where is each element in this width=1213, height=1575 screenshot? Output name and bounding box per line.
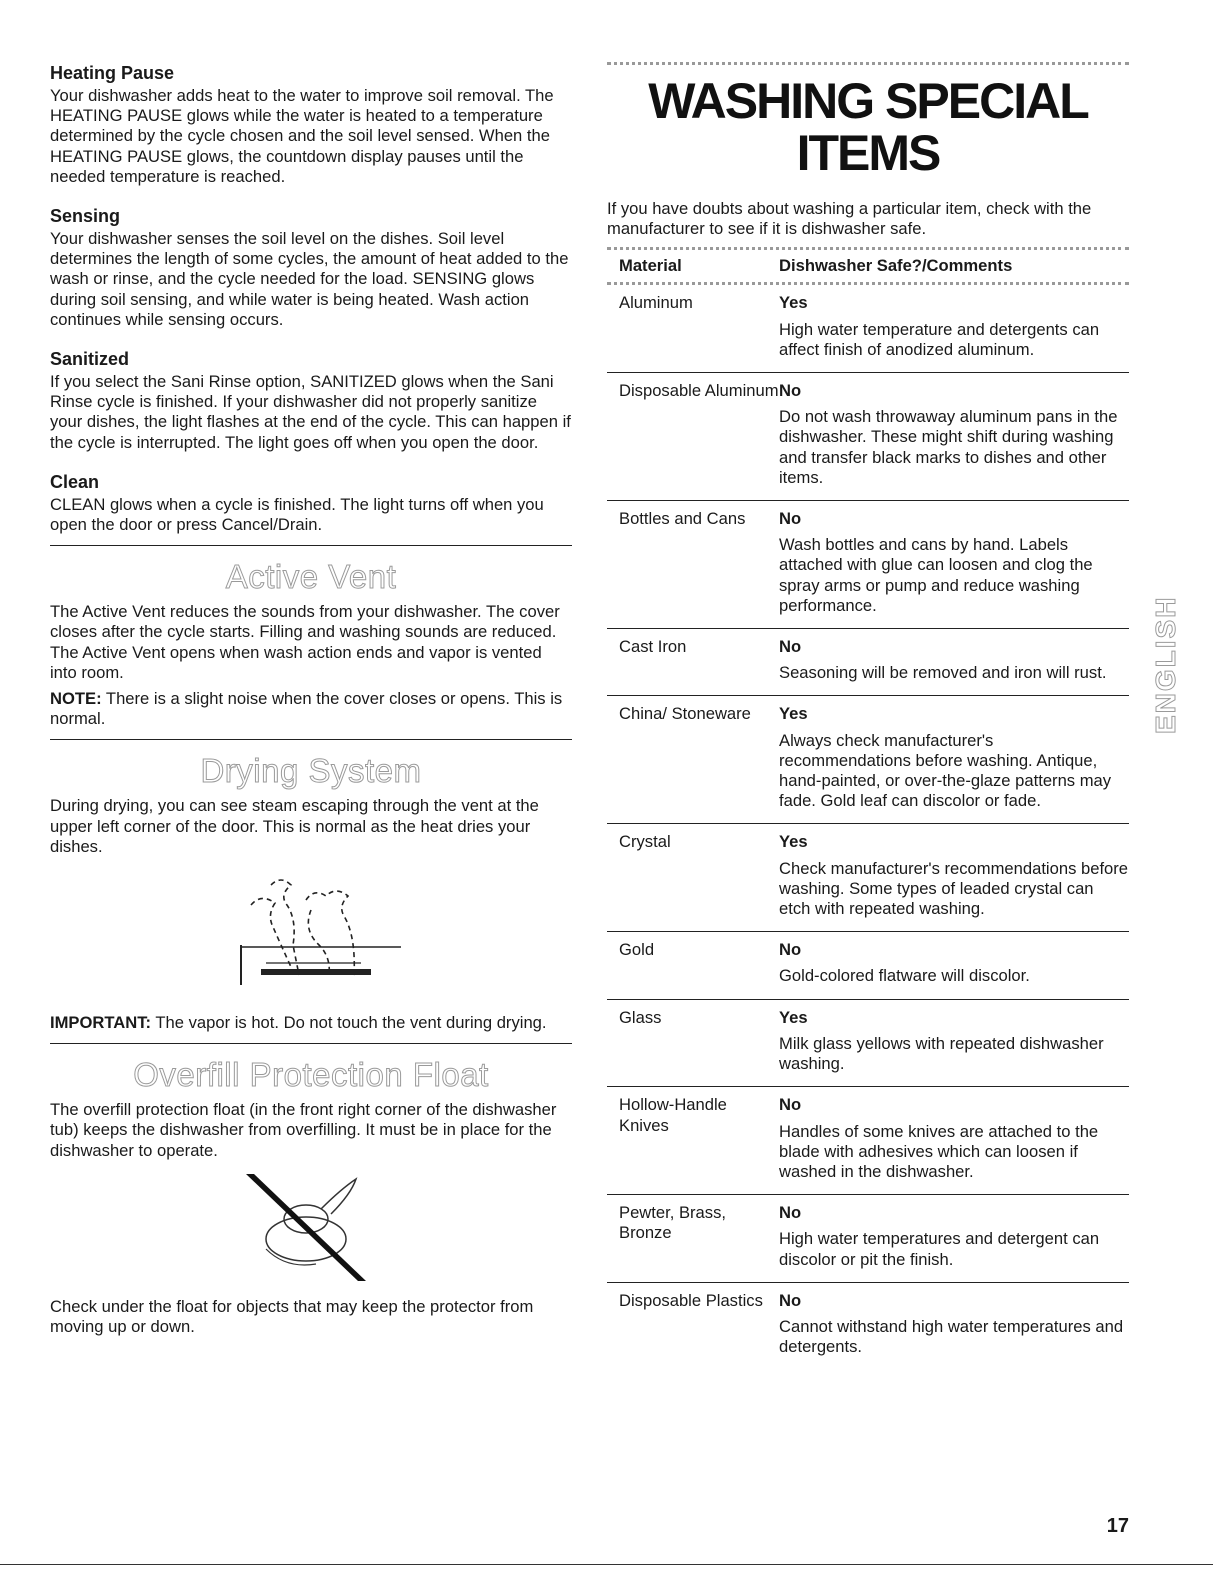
table-row bbox=[607, 372, 1129, 500]
comment-text: High water temperature and detergents can affect finish of anodized aluminum. bbox=[779, 319, 1100, 359]
comment-text: Do not wash throwaway aluminum pans in the dishwasher. These might shift during washing and transfer black marks to dishes and other items. bbox=[779, 407, 1118, 487]
comment-text: High water temperatures and detergent can discolor or pit the finish. bbox=[779, 1229, 1100, 1269]
safe-label: No bbox=[779, 940, 802, 960]
table-header bbox=[607, 250, 1129, 282]
text-sensing: Your dishwasher senses the soil level on the dishes. Soil level determines the length of some cycles, the amount of heat added to the wash or rinse, and the cycle needed for the load. SENSING glows during soil sensing, and while water is being heated. Wash action continues while sensing occurs. bbox=[50, 229, 569, 329]
comment-cell bbox=[779, 1095, 1129, 1182]
material-cell: China/ Stoneware bbox=[619, 704, 751, 724]
heading-heating-pause: Heating Pause bbox=[50, 63, 175, 83]
safe-label: Yes bbox=[779, 1007, 808, 1027]
material-cell: Disposable Aluminum bbox=[619, 381, 779, 401]
heading-clean: Clean bbox=[50, 471, 100, 492]
safe-label: No bbox=[779, 381, 802, 401]
comment-text: Cannot withstand high water temperatures and detergents. bbox=[779, 1316, 1124, 1357]
table-row bbox=[607, 500, 1129, 628]
text-overfill-check: Check under the float for objects that may keep the protector from moving up or down. bbox=[50, 1296, 534, 1337]
material-cell: Gold bbox=[619, 940, 655, 960]
heading-sanitized: Sanitized bbox=[50, 349, 130, 370]
intro-text: If you have doubts about washing a particular item, check with the manufacturer to see if it is dishwasher safe. bbox=[607, 199, 1092, 239]
sensing-section bbox=[50, 205, 572, 330]
comment-cell bbox=[779, 637, 1129, 683]
comment-cell bbox=[779, 293, 1129, 360]
text-heating-pause: Your dishwasher adds heat to the water to improve soil removal. The HEATING PAUSE glows while the water is heated to a temperature determined by the cycle chosen and the soil level sensed. When the HEATING PAUSE glows, the countdown display pauses until the needed temperature is reached. bbox=[50, 86, 554, 186]
sanitized-section bbox=[50, 348, 572, 453]
material-cell: Bottles and Cans bbox=[619, 509, 746, 529]
divider bbox=[50, 1043, 572, 1044]
clean-section bbox=[50, 471, 572, 535]
comment-text: Handles of some knives are attached to the blade with adhesives which can loosen if washed in the dishwasher. bbox=[779, 1121, 1099, 1181]
comment-cell bbox=[779, 832, 1129, 919]
comment-cell bbox=[779, 940, 1129, 986]
language-tab: ENGLISH bbox=[1150, 595, 1181, 735]
text-sanitized: If you select the Sani Rinse option, SANITIZED glows when the Sani Rinse cycle is finished. If your dishwasher did not properly sanitize your dishes, the light flashes at the end of the cycle. This can happen if the cycle is interrupted. The light goes off when you open the door. bbox=[50, 372, 571, 452]
table-row bbox=[607, 285, 1129, 372]
comment-text: Seasoning will be removed and iron will rust. bbox=[779, 663, 1107, 683]
comment-text: Gold-colored flatware will discolor. bbox=[779, 966, 1030, 986]
table-row bbox=[607, 823, 1129, 931]
safe-label: No bbox=[779, 1203, 802, 1223]
right-column bbox=[607, 62, 1129, 1369]
safe-label: Yes bbox=[779, 293, 808, 313]
heating-pause-section bbox=[50, 62, 572, 187]
divider bbox=[50, 739, 572, 740]
safe-label: No bbox=[779, 1290, 802, 1310]
safe-label: Yes bbox=[779, 704, 808, 724]
title-line-1: WASHING SPECIAL bbox=[648, 73, 1088, 129]
comment-text: Wash bottles and cans by hand. Labels attached with glue can loosen and clog the spray arms or pump and reduce washing performance. bbox=[779, 535, 1093, 615]
comment-text: Always check manufacturer's recommendations before washing. Antique, hand-painted, or over-the-glaze patterns may fade. Gold leaf can discolor or fade. bbox=[779, 730, 1112, 811]
page-title bbox=[607, 75, 1129, 179]
table-row bbox=[607, 931, 1129, 998]
header-comments: Dishwasher Safe?/Comments bbox=[779, 256, 1013, 276]
comment-cell bbox=[779, 509, 1129, 616]
table-row bbox=[607, 1194, 1129, 1282]
safe-label: Yes bbox=[779, 832, 808, 852]
safe-label: No bbox=[779, 637, 802, 657]
important-label: IMPORTANT: bbox=[50, 1013, 152, 1033]
comment-cell bbox=[779, 704, 1129, 811]
text-active-vent: The Active Vent reduces the sounds from your dishwasher. The cover closes after the cycle starts. Filling and washing sounds are reduced. The Active Vent opens when wash action ends and vapor is vented into room. bbox=[50, 602, 560, 682]
safe-label: No bbox=[779, 509, 802, 529]
heading-sensing: Sensing bbox=[50, 206, 121, 227]
material-cell: Hollow-Handle Knives bbox=[619, 1095, 727, 1135]
page-bottom-rule bbox=[0, 1564, 1213, 1565]
table-body bbox=[607, 285, 1129, 1369]
material-cell: Cast Iron bbox=[619, 637, 687, 657]
table-row bbox=[607, 628, 1129, 695]
material-cell: Glass bbox=[619, 1007, 662, 1027]
safe-label: No bbox=[779, 1095, 802, 1115]
divider bbox=[50, 545, 572, 546]
material-cell: Disposable Plastics bbox=[619, 1290, 763, 1310]
comment-cell bbox=[779, 1008, 1129, 1075]
note-label: NOTE: bbox=[50, 689, 102, 709]
left-column bbox=[50, 62, 572, 1337]
page-number: 17 bbox=[1106, 1515, 1129, 1537]
text-clean: CLEAN glows when a cycle is finished. The light turns off when you open the door or press Cancel/Drain. bbox=[50, 494, 544, 535]
table-row bbox=[607, 695, 1129, 823]
heading-overfill-protection-float: Overfill Protection Float bbox=[133, 1056, 489, 1094]
material-cell: Crystal bbox=[619, 832, 671, 852]
table-row bbox=[607, 1086, 1129, 1194]
note-active-vent bbox=[50, 689, 572, 729]
header-material: Material bbox=[619, 256, 682, 276]
title-line-2: ITEMS bbox=[796, 125, 940, 181]
text-overfill: The overfill protection float (in the front right corner of the dishwasher tub) keeps the dishwasher from overfilling. It must be in place for the dishwasher to operate. bbox=[50, 1100, 557, 1160]
note-text: There is a slight noise when the cover closes or opens. This is normal. bbox=[50, 689, 563, 729]
comment-cell bbox=[779, 381, 1129, 488]
heading-drying-system: Drying System bbox=[200, 752, 422, 790]
material-cell: Aluminum bbox=[619, 293, 693, 313]
comment-text: Milk glass yellows with repeated dishwasher washing. bbox=[779, 1033, 1104, 1074]
steam-vent-illustration bbox=[211, 865, 411, 1005]
important-text: The vapor is hot. Do not touch the vent during drying. bbox=[151, 1013, 547, 1033]
table-row bbox=[607, 1282, 1129, 1370]
comment-text: Check manufacturer's recommendations before washing. Some types of leaded crystal can etch with repeated washing. bbox=[779, 858, 1129, 919]
table-row bbox=[607, 999, 1129, 1087]
dotted-rule bbox=[607, 62, 1129, 65]
text-drying-system: During drying, you can see steam escaping through the vent at the upper left corner of the door. This is normal as the heat dries your dishes. bbox=[50, 796, 539, 856]
important-drying bbox=[50, 1013, 572, 1033]
heading-active-vent: Active Vent bbox=[225, 558, 397, 596]
comment-cell bbox=[779, 1291, 1129, 1358]
overfill-float-illustration bbox=[236, 1169, 386, 1289]
material-cell: Pewter, Brass, Bronze bbox=[619, 1203, 726, 1243]
comment-cell bbox=[779, 1203, 1129, 1270]
